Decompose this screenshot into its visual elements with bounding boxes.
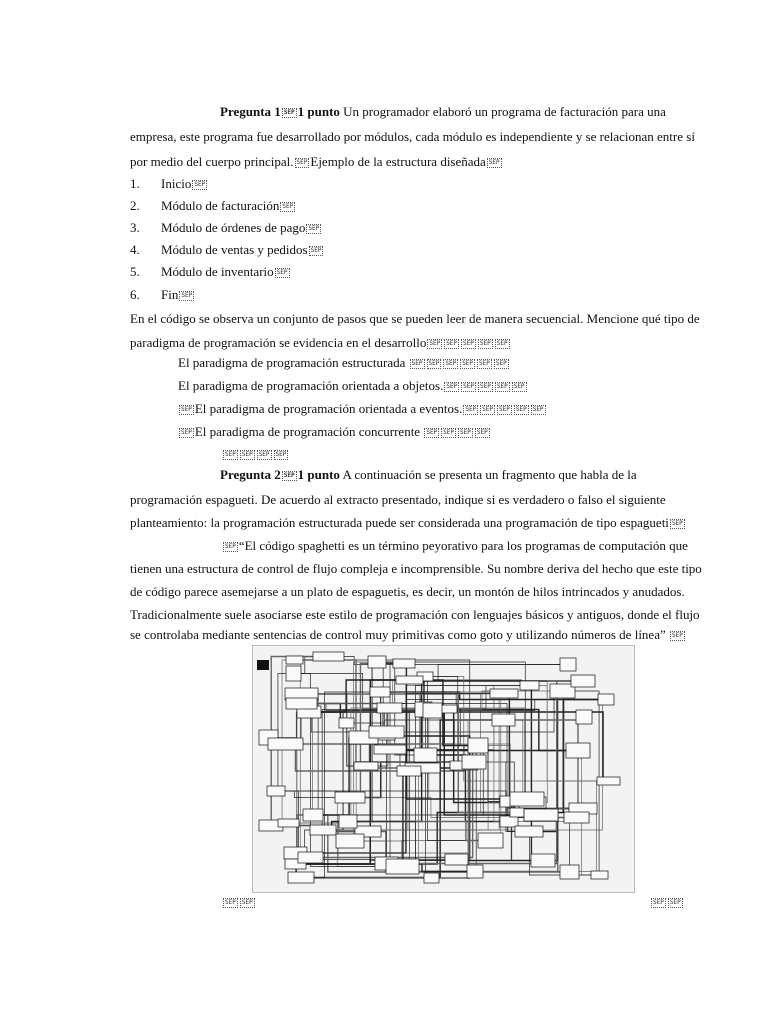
separator-mark: SEP <box>310 247 322 255</box>
spaghetti-diagram-image <box>252 645 635 893</box>
separator-mark: SEP <box>283 109 295 117</box>
separator-row: SEP SEP <box>225 899 253 907</box>
diagram-box <box>339 815 357 828</box>
diagram-box <box>462 755 486 769</box>
diagram-box <box>520 681 539 690</box>
separator-row: SEP SEP <box>653 899 681 907</box>
diagram-box <box>492 714 515 726</box>
diagram-box <box>377 703 402 713</box>
diagram-wire <box>296 657 329 854</box>
separator-mark: SEP <box>276 269 288 277</box>
q1-question-line: En el código se observa un conjunto de pasos que se pueden leer de manera secuencial. Mencione qué tipo de <box>130 311 700 326</box>
quote-line: de código parece asemejarse a un plato de espaguetis, es decir, un montón de hilos intrincados y anudados. <box>130 584 685 599</box>
q2-title-line: Pregunta 2 SEP 1 punto A continuación se presenta un fragmento que habla de la <box>220 467 637 482</box>
diagram-box <box>478 833 503 848</box>
diagram-wire <box>478 746 508 802</box>
diagram-box <box>531 854 555 867</box>
list-number: 6. <box>130 287 140 302</box>
diagram-box <box>564 812 589 823</box>
diagram-box <box>286 666 301 681</box>
diagram-box <box>571 675 595 687</box>
separator-mark: SEP <box>488 159 500 167</box>
diagram-box <box>335 792 365 803</box>
diagram-box <box>286 698 317 709</box>
diagram-wire <box>543 691 563 861</box>
quote-line: Tradicionalmente suele asociarse este estilo de programación con lenguajes básicos y antiguos, donde el flujo <box>130 607 700 622</box>
separator-mark: SEP <box>429 340 441 348</box>
list-item: Módulo de facturación SEP <box>161 198 294 213</box>
diagram-box <box>510 808 524 817</box>
diagram-box <box>354 762 378 770</box>
diagram-box <box>597 777 620 785</box>
diagram-wire <box>478 746 508 802</box>
diagram-box <box>286 656 303 664</box>
list-item: Módulo de órdenes de pago SEP <box>161 220 320 235</box>
diagram-box <box>339 718 354 728</box>
list-item: Inicio SEP <box>161 176 206 191</box>
q1-question-line: paradigma de programación se evidencia en el desarrollo SEP SEP SEP SEP SEP <box>130 335 508 350</box>
computer-icon <box>257 660 269 670</box>
list-item: Módulo de inventario SEP <box>161 264 288 279</box>
separator-mark: SEP <box>296 159 308 167</box>
quote-line: se controlaba mediante sentencias de control muy primitivas como goto y utilizando números de línea” SEP <box>130 627 683 642</box>
diagram-wire <box>311 762 475 858</box>
diagram-box <box>368 656 386 668</box>
separator-mark: SEP <box>308 225 320 233</box>
diagram-box <box>515 826 543 837</box>
diagram-box <box>468 738 488 753</box>
diagram-box <box>500 816 518 827</box>
answer-option: SEP El paradigma de programación concurrente SEP SEP SEP SEP <box>181 424 488 439</box>
q1-paragraph-line: empresa, este programa fue desarrollado por módulos, cada módulo es independiente y se relacionan entre sí <box>130 129 695 144</box>
q1-paragraph-line: por medio del cuerpo principal. SEP Ejemplo de la estructura diseñada SEP <box>130 154 500 169</box>
list-number: 3. <box>130 220 140 235</box>
diagram-box <box>298 852 323 863</box>
q1-title-line <box>220 103 666 121</box>
q2-paragraph-line: planteamiento: la programación estructurada puede ser considerada una programación de tipo espagueti SEP <box>130 515 683 530</box>
diagram-box <box>591 871 608 879</box>
answer-option: SEP El paradigma de programación orientada a eventos. SEP SEP SEP SEP SEP <box>181 401 544 416</box>
diagram-box <box>386 859 419 874</box>
spaghetti-diagram-svg <box>253 646 634 892</box>
diagram-box <box>576 710 592 724</box>
list-number: 2. <box>130 198 140 213</box>
diagram-box <box>566 743 590 758</box>
diagram-box <box>524 809 558 821</box>
diagram-box <box>278 819 299 827</box>
diagram-box <box>268 738 303 750</box>
list-number: 1. <box>130 176 140 191</box>
list-number: 5. <box>130 264 140 279</box>
answer-option: El paradigma de programación estructurada SEP SEP SEP SEP SEP SEP <box>178 355 507 370</box>
diagram-box <box>414 748 437 762</box>
separator-mark: SEP <box>181 292 193 300</box>
q1-title: Pregunta 1 SEP 1 punto <box>220 104 340 119</box>
answer-option: El paradigma de programación orientada a objetos. SEP SEP SEP SEP SEP <box>178 378 525 393</box>
separator-mark: SEP <box>194 181 206 189</box>
q2-paragraph-line: programación espagueti. De acuerdo al extracto presentado, indique si es verdadero o falso el siguiente <box>130 492 666 507</box>
quote-line: SEP “El código spaghetti es un término peyorativo para los programas de computación que <box>225 538 688 553</box>
diagram-box <box>288 872 314 883</box>
diagram-box <box>510 792 544 806</box>
diagram-box <box>374 745 406 754</box>
quote-line: tienen una estructura de control de flujo compleja e incomprensible. Su nombre deriva del hecho que este tipo <box>130 561 702 576</box>
diagram-box <box>396 676 423 684</box>
diagram-wire <box>302 694 505 704</box>
separator-row: SEP SEP SEP SEP <box>225 451 287 459</box>
diagram-box <box>369 726 404 738</box>
list-number: 4. <box>130 242 140 257</box>
diagram-box <box>303 809 323 821</box>
separator-mark: SEP <box>282 203 294 211</box>
diagram-box <box>560 865 579 879</box>
diagram-box <box>393 659 415 668</box>
diagram-box <box>490 689 518 698</box>
q1-intro-text: Un programador elaboró un programa de facturación para una <box>339 104 666 119</box>
separator-mark: SEP <box>283 472 295 480</box>
diagram-box <box>310 825 336 835</box>
diagram-box <box>336 834 364 848</box>
list-item: Módulo de ventas y pedidos SEP <box>161 242 322 257</box>
diagram-box <box>313 652 344 661</box>
diagram-box <box>424 873 439 883</box>
diagram-box <box>560 658 576 671</box>
q2-title: Pregunta 2 SEP 1 punto <box>220 467 340 482</box>
list-item: Fin SEP <box>161 287 193 302</box>
diagram-box <box>267 786 285 796</box>
diagram-box <box>397 766 421 776</box>
diagram-box <box>370 687 390 697</box>
diagram-box <box>467 865 483 878</box>
diagram-box <box>598 694 614 705</box>
diagram-box <box>445 854 468 865</box>
diagram-box <box>423 703 442 718</box>
